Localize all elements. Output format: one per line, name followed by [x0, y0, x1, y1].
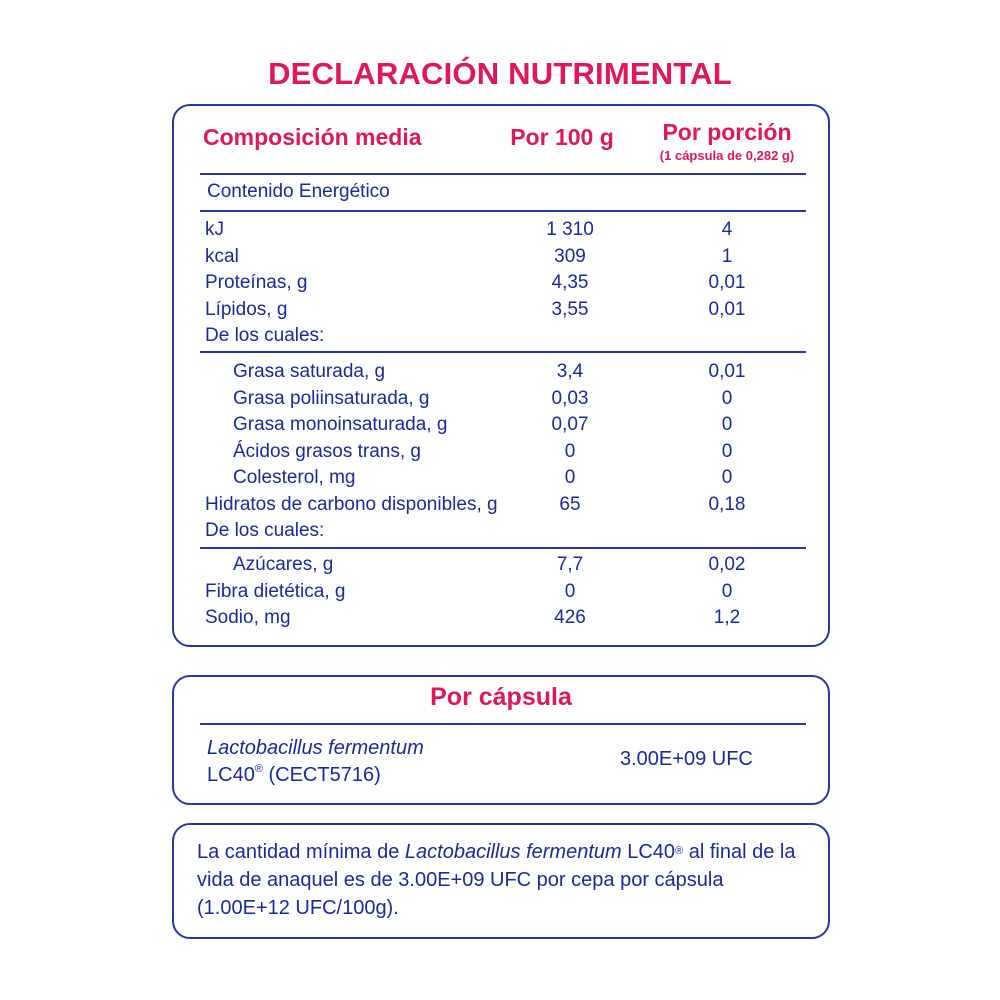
value-per-100g: 3,4	[556, 361, 584, 382]
value-per-100g: 0	[564, 440, 576, 462]
table-row	[205, 494, 815, 520]
value-per-portion: 4	[721, 219, 733, 240]
table-row	[205, 581, 815, 607]
value-per-portion: 0,18	[708, 493, 746, 515]
table-divider	[200, 351, 806, 353]
value-per-100g: 0	[564, 580, 576, 602]
table-row	[205, 467, 815, 493]
value-per-100g: 426	[554, 607, 586, 628]
capsule-header: Por cápsula	[430, 683, 572, 711]
header-per-100g: Por 100 g	[510, 124, 614, 150]
row-label: Hidratos de carbono disponibles, g	[205, 493, 498, 515]
header-per-portion: Por porción	[662, 119, 792, 145]
row-label: Grasa poliinsaturada, g	[233, 387, 430, 409]
note-part-2: LC40	[621, 841, 676, 863]
table-row	[205, 554, 815, 580]
table-row	[205, 272, 815, 298]
value-per-portion: 0,02	[708, 554, 746, 575]
capsule-divider	[200, 723, 806, 725]
row-label: Proteínas, g	[205, 272, 308, 293]
value-per-100g: 65	[559, 493, 581, 515]
value-per-100g: 309	[554, 245, 586, 267]
note-registered-mark: ®	[675, 845, 684, 857]
row-label: Grasa monoinsaturada, g	[233, 414, 448, 435]
row-label: Colesterol, mg	[233, 467, 356, 488]
table-row	[205, 325, 815, 351]
table-row	[205, 441, 815, 467]
value-per-portion: 0	[721, 467, 733, 488]
value-per-portion: 0	[721, 414, 733, 435]
value-per-100g: 4,35	[551, 272, 589, 293]
strain-code-line	[207, 764, 381, 787]
value-per-100g: 1 310	[546, 219, 594, 240]
note-text	[197, 838, 807, 922]
header-composition: Composición media	[203, 124, 422, 150]
row-label: kJ	[205, 219, 224, 240]
strain-code: LC40	[207, 764, 255, 786]
row-label: Grasa saturada, g	[233, 361, 386, 382]
value-per-100g: 7,7	[556, 554, 584, 575]
value-per-portion: 0	[721, 387, 733, 409]
value-per-portion: 1	[721, 245, 733, 267]
note-part-3: al final de la vida de anaquel es de 3.00E+09 UFC por cepa por cápsula (1.00E+12 UFC/100g).	[197, 841, 796, 919]
table-row	[205, 388, 815, 414]
row-label: Lípidos, g	[205, 298, 288, 320]
note-italic: Lactobacillus fermentum	[404, 841, 622, 863]
value-per-portion: 0,01	[708, 272, 746, 293]
header-per-portion-sub: (1 cápsula de 0,282 g)	[659, 148, 795, 163]
row-label: Fibra dietética, g	[205, 580, 346, 602]
table-row	[205, 219, 815, 245]
table-row	[205, 607, 815, 633]
value-per-100g: 0	[564, 467, 576, 488]
energy-label: Contenido Energético	[207, 181, 390, 202]
value-per-portion: 0	[721, 440, 733, 462]
row-label: Azúcares, g	[233, 554, 334, 575]
row-label: Sodio, mg	[205, 607, 291, 628]
row-label: Ácidos grasos trans, g	[233, 440, 421, 462]
table-row	[205, 520, 815, 546]
row-label: De los cuales:	[205, 520, 325, 541]
table-divider	[200, 547, 806, 549]
page-title: DECLARACIÓN NUTRIMENTAL	[268, 56, 732, 91]
row-label: kcal	[205, 245, 239, 267]
table-row	[205, 414, 815, 440]
value-per-portion: 0,01	[708, 298, 746, 320]
value-per-portion: 1,2	[713, 607, 741, 628]
registered-mark: ®	[254, 763, 263, 775]
value-per-100g: 0,03	[551, 387, 589, 409]
value-per-100g: 3,55	[551, 298, 589, 320]
capsule-value: 3.00E+09 UFC	[620, 748, 753, 770]
note-part-1: La cantidad mínima de	[197, 841, 405, 863]
table-row	[205, 361, 815, 387]
table-divider	[200, 210, 806, 212]
row-label: De los cuales:	[205, 325, 325, 346]
strain-name: Lactobacillus fermentum	[207, 737, 424, 759]
table-row	[205, 246, 815, 272]
value-per-100g: 0,07	[551, 414, 589, 435]
strain-id: (CECT5716)	[262, 764, 381, 786]
value-per-portion: 0,01	[708, 361, 746, 382]
table-divider	[200, 173, 806, 175]
table-row	[205, 299, 815, 325]
value-per-portion: 0	[721, 580, 733, 602]
